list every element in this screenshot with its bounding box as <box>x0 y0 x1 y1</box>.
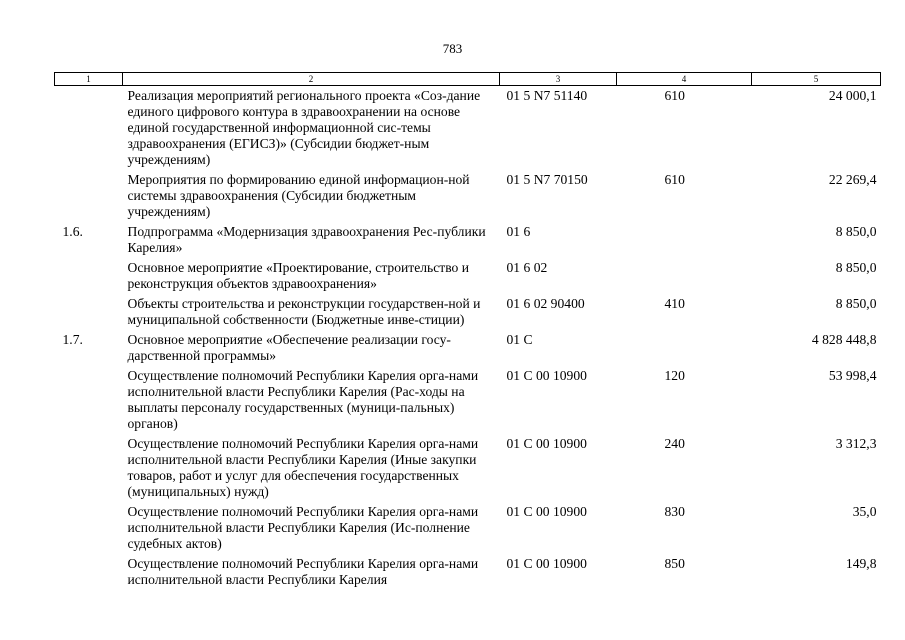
row-expense-type <box>617 258 752 294</box>
row-expense-type <box>617 330 752 366</box>
row-expense-type: 120 <box>664 368 685 383</box>
row-name: Осуществление полномочий Республики Карелия орга-нами исполнительной власти Республики Карелия (Рас-ходы на выплаты персоналу государственных (муници-пальных) органов) <box>127 368 479 431</box>
row-expense-type: 610 <box>664 172 685 187</box>
row-amount: 8 850,0 <box>835 260 877 275</box>
row-expense-type: 410 <box>664 296 685 311</box>
row-expense-type <box>617 222 752 258</box>
table-row <box>55 502 881 554</box>
row-target-code: 01 С 00 10900 <box>506 368 587 383</box>
column-header: 3 <box>500 73 617 86</box>
column-header: 5 <box>752 73 881 86</box>
row-number <box>55 294 123 330</box>
row-amount: 4 828 448,8 <box>811 332 877 347</box>
row-amount: 8 850,0 <box>835 224 877 239</box>
row-target-code: 01 6 <box>506 224 531 239</box>
row-target-code: 01 5 N7 70150 <box>506 172 588 187</box>
table-row <box>55 86 881 171</box>
table-row <box>55 366 881 434</box>
row-name: Подпрограмма «Модернизация здравоохранения Рес-публики Карелия» <box>127 224 486 255</box>
row-expense-type: 830 <box>664 504 685 519</box>
column-header: 1 <box>55 73 123 86</box>
table-row <box>55 330 881 366</box>
row-number <box>55 366 123 434</box>
row-target-code: 01 6 02 90400 <box>506 296 585 311</box>
table-row <box>55 434 881 502</box>
row-name: Основное мероприятие «Проектирование, строительство и реконструкция объектов здравоохранения» <box>127 260 470 291</box>
row-target-code: 01 С 00 10900 <box>506 436 587 451</box>
row-expense-type: 850 <box>664 556 685 571</box>
row-name: Объекты строительства и реконструкции государствен-ной и муниципальной собственности (Бюджетные инве-стиции) <box>127 296 481 327</box>
row-target-code: 01 С 00 10900 <box>506 504 587 519</box>
table-row <box>55 222 881 258</box>
row-number <box>55 86 123 171</box>
row-name: Осуществление полномочий Республики Карелия орга-нами исполнительной власти Республики Карелия (Иные закупки товаров, работ и услуг для обеспечения государственных (муниципальных) нужд) <box>127 436 479 499</box>
table-row <box>55 294 881 330</box>
column-header: 2 <box>123 73 500 86</box>
row-number: 1.7. <box>62 332 83 347</box>
row-number <box>55 502 123 554</box>
row-amount: 53 998,4 <box>828 368 877 383</box>
table-row <box>55 554 881 590</box>
table-row <box>55 258 881 294</box>
row-amount: 149,8 <box>845 556 877 571</box>
table-row <box>55 170 881 222</box>
row-name: Осуществление полномочий Республики Карелия орга-нами исполнительной власти Республики Карелия <box>127 556 479 587</box>
row-target-code: 01 С <box>506 332 533 347</box>
row-number <box>55 258 123 294</box>
row-amount: 3 312,3 <box>835 436 877 451</box>
row-amount: 24 000,1 <box>828 88 877 103</box>
row-target-code: 01 С 00 10900 <box>506 556 587 571</box>
row-name: Основное мероприятие «Обеспечение реализации госу-дарственной программы» <box>127 332 451 363</box>
row-amount: 22 269,4 <box>828 172 877 187</box>
row-name: Осуществление полномочий Республики Карелия орга-нами исполнительной власти Республики Карелия (Ис-полнение судебных актов) <box>127 504 479 551</box>
column-number-row <box>55 73 881 86</box>
row-name: Мероприятия по формированию единой информацион-ной системы здравоохранения (Субсидии бюджетным учреждениям) <box>127 172 470 219</box>
page-number: 783 <box>442 41 463 56</box>
row-expense-type: 610 <box>664 88 685 103</box>
row-number: 1.6. <box>62 224 83 239</box>
row-target-code: 01 6 02 <box>506 260 548 275</box>
row-amount: 35,0 <box>852 504 877 519</box>
budget-table <box>54 72 881 590</box>
column-header: 4 <box>617 73 752 86</box>
row-number <box>55 434 123 502</box>
row-amount: 8 850,0 <box>835 296 877 311</box>
row-number <box>55 170 123 222</box>
row-number <box>55 554 123 590</box>
row-expense-type: 240 <box>664 436 685 451</box>
row-target-code: 01 5 N7 51140 <box>506 88 588 103</box>
row-name: Реализация мероприятий регионального проекта «Соз-дание единого цифрового контура в здравоохранении на основе единой государственной информационной сис-темы здравоохранения (ЕГИСЗ)» (Субсидии бюджет-ным учреждениям) <box>127 88 481 167</box>
